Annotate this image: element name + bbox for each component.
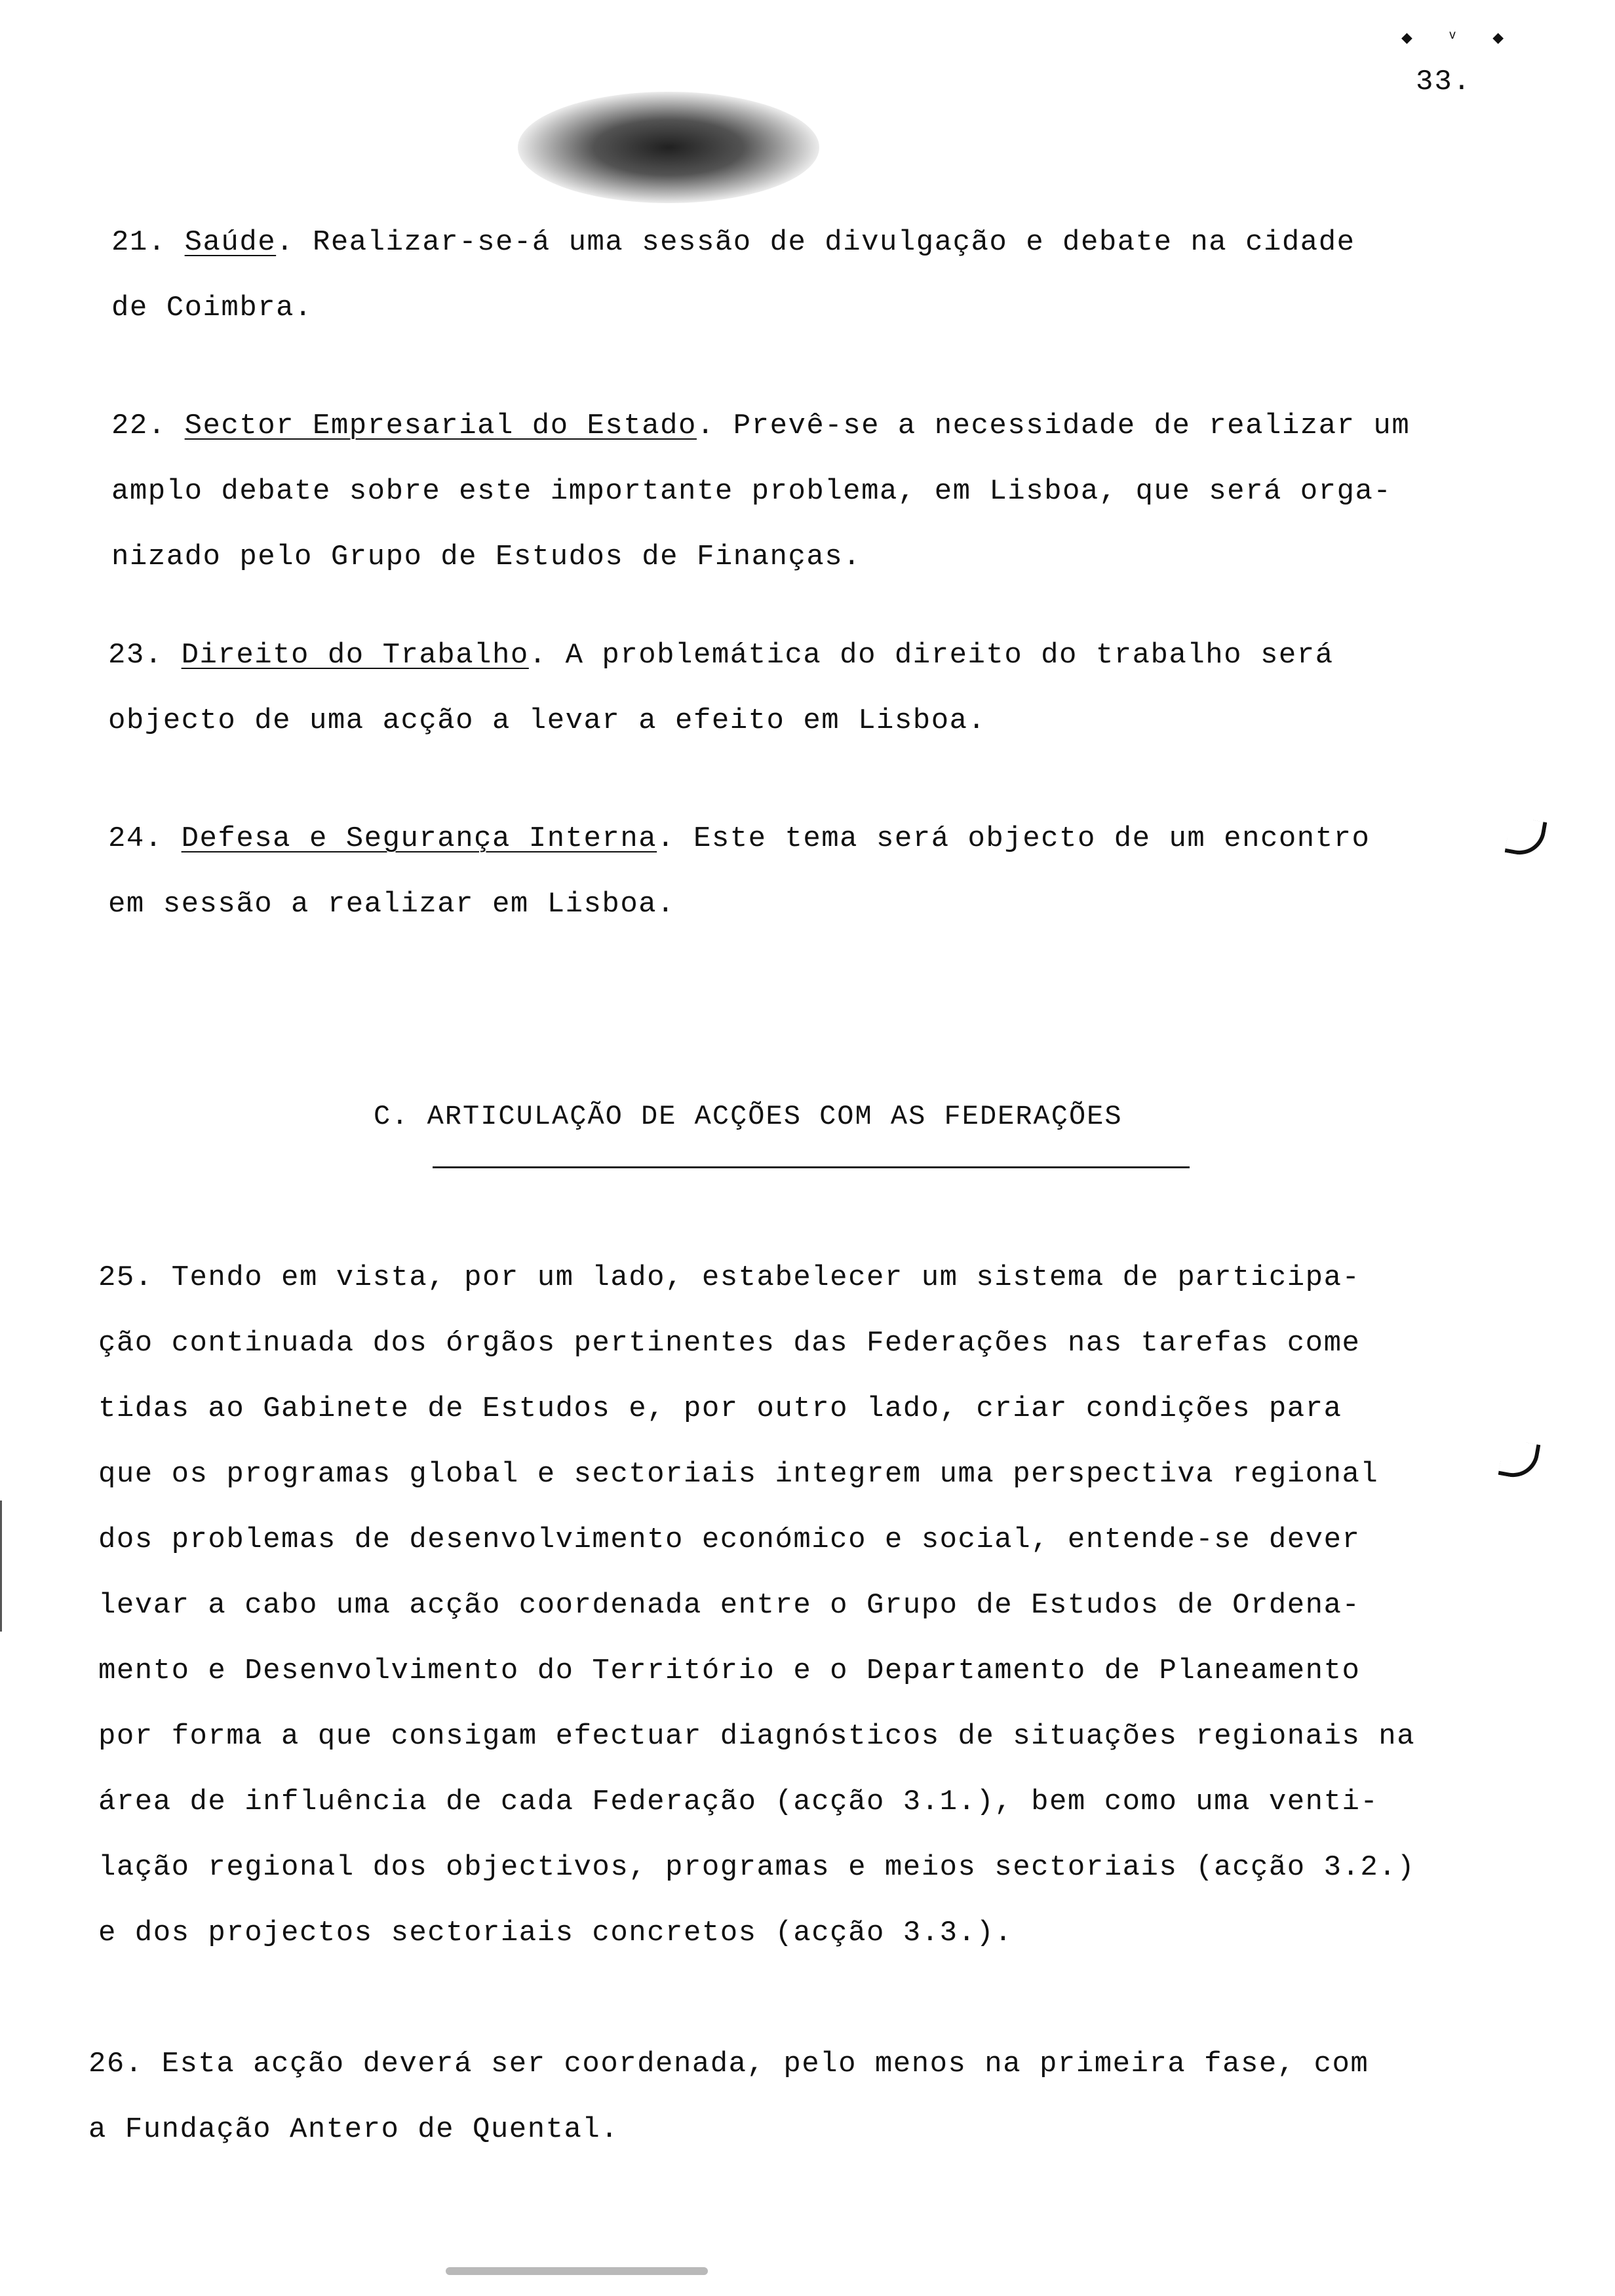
item-25-line-8: por forma a que consigam efectuar diagnósticos de situações regionais na xyxy=(98,1720,1416,1753)
item-21 xyxy=(111,210,1355,341)
left-edge-mark xyxy=(0,1501,2,1632)
item-21-line-1 xyxy=(111,210,1355,275)
redaction-blot xyxy=(518,92,819,203)
item-24-line-1 xyxy=(108,806,1370,871)
item-25-line-7: mento e Desenvolvimento do Território e o Departamento de Planeamento xyxy=(98,1655,1361,1687)
item-22-line-3: nizado pelo Grupo de Estudos de Finanças. xyxy=(111,541,862,573)
item-25-line-5: dos problemas de desenvolvimento económico e social, entende-se dever xyxy=(98,1523,1361,1556)
item-23 xyxy=(108,622,1334,754)
margin-check-mark-1 xyxy=(1505,816,1547,859)
item-23-number: 23. xyxy=(108,639,163,672)
item-22 xyxy=(111,393,1410,590)
item-22-title: Sector Empresarial do Estado xyxy=(184,410,697,442)
item-26-line-2: a Fundação Antero de Quental. xyxy=(88,2113,619,2146)
item-25 xyxy=(98,1245,1415,1966)
item-23-line-1 xyxy=(108,622,1334,688)
item-21-title: Saúde xyxy=(184,226,277,259)
corner-marks: ◆ ᵛ ◆ xyxy=(1401,29,1516,49)
item-21-number: 21. xyxy=(111,226,166,259)
item-24-line-2: em sessão a realizar em Lisboa. xyxy=(108,888,676,921)
item-24-title: Defesa e Segurança Interna xyxy=(181,822,657,855)
item-22-line-1 xyxy=(111,393,1410,459)
item-25-line-11: e dos projectos sectoriais concretos (acção 3.3.). xyxy=(98,1917,1013,1949)
item-23-line-2: objecto de uma acção a levar a efeito em Lisboa. xyxy=(108,704,986,737)
scan-smudge xyxy=(446,2267,708,2275)
item-25-line-1: 25. Tendo em vista, por um lado, estabelecer um sistema de participa- xyxy=(98,1261,1361,1294)
item-22-line-2: amplo debate sobre este importante problema, em Lisboa, que será orga- xyxy=(111,475,1392,508)
item-24-text: . Este tema será objecto de um encontro xyxy=(657,822,1371,855)
section-heading: C. ARTICULAÇÃO DE ACÇÕES COM AS FEDERAÇÕES xyxy=(374,1101,1123,1132)
item-23-title: Direito do Trabalho xyxy=(181,639,529,672)
item-24-number: 24. xyxy=(108,822,163,855)
section-heading-underline xyxy=(433,1166,1190,1168)
item-25-line-10: lação regional dos objectivos, programas e meios sectoriais (acção 3.2.) xyxy=(98,1851,1416,1884)
item-26 xyxy=(88,2031,1369,2162)
item-23-text: . A problemática do direito do trabalho será xyxy=(528,639,1334,672)
item-25-line-2: ção continuada dos órgãos pertinentes das Federações nas tarefas come xyxy=(98,1327,1361,1360)
item-22-number: 22. xyxy=(111,410,166,442)
item-24 xyxy=(108,806,1370,937)
item-25-line-6: levar a cabo uma acção coordenada entre o Grupo de Estudos de Ordena- xyxy=(98,1589,1361,1622)
item-25-line-4: que os programas global e sectoriais integrem uma perspectiva regional xyxy=(98,1458,1379,1491)
item-22-text: . Prevê-se a necessidade de realizar um xyxy=(696,410,1411,442)
item-25-line-9: área de influência de cada Federação (acção 3.1.), bem como uma venti- xyxy=(98,1786,1379,1818)
item-26-line-1: 26. Esta acção deverá ser coordenada, pelo menos na primeira fase, com xyxy=(88,2048,1369,2080)
margin-check-mark-2 xyxy=(1498,1439,1541,1482)
item-21-line-2: de Coimbra. xyxy=(111,292,313,324)
item-25-line-3: tidas ao Gabinete de Estudos e, por outro lado, criar condições para xyxy=(98,1392,1342,1425)
page-number: 33. xyxy=(1416,66,1472,98)
item-21-text: . Realizar-se-á uma sessão de divulgação e debate na cidade xyxy=(276,226,1355,259)
